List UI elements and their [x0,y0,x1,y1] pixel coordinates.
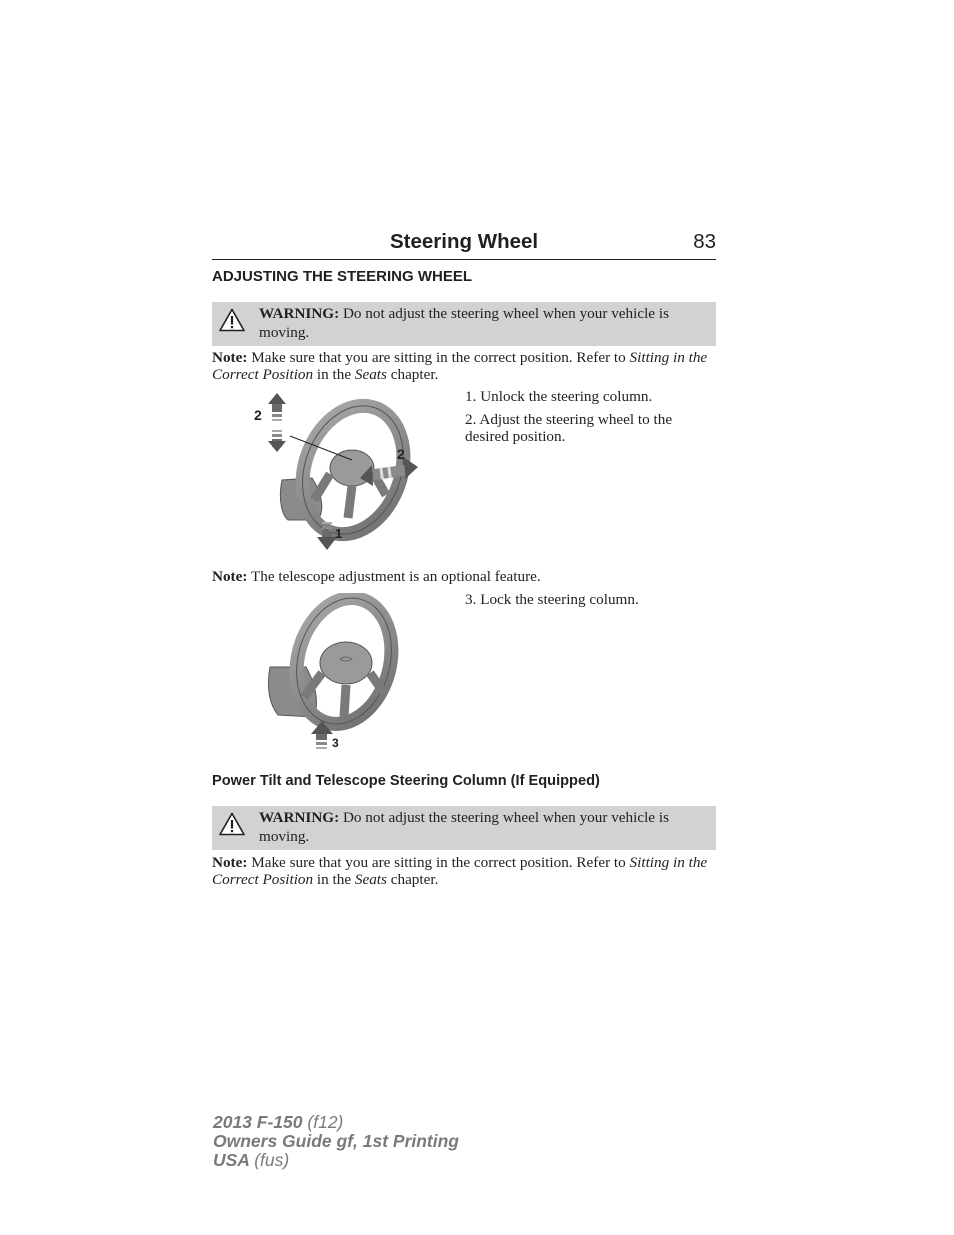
callout-tilt: 2 [254,407,262,423]
warning-triangle-icon [219,812,245,836]
footer-edition [213,1131,459,1152]
page-number: 83 [693,230,716,253]
warning-triangle-icon [219,308,245,332]
footer-model-code: (f12) [307,1112,344,1132]
callout-lock: 3 [332,736,339,750]
footer-model [213,1112,343,1133]
footer-market-name: USA [213,1150,250,1170]
warning-box [212,302,716,346]
warning-text [259,304,709,342]
steering-lock-illustration [260,593,420,753]
note [212,855,716,888]
note-text: chapter. [390,870,439,888]
note-text: in the [316,870,352,888]
note-text: Make sure that you are sitting in the correct position. Refer to [251,854,626,871]
chapter-reference: Seats [354,870,387,888]
step-2: 2. Adjust the steering wheel to the desired position. [465,411,673,445]
warning-message: Do not adjust the steering wheel when your vehicle is moving. [259,809,669,845]
header-rule [212,259,716,260]
note-label: Note: [212,854,248,871]
callout-telescope: 2 [397,446,405,462]
steering-adjust-illustration [248,390,428,555]
warning-label: WARNING: [259,809,340,826]
footer-model-name: 2013 F-150 [213,1112,303,1132]
footer-edition-text: Owners Guide gf, 1st Printing [213,1131,459,1151]
footer-market [213,1150,289,1171]
note-label: Note: [212,568,248,585]
note [212,569,716,586]
cross-reference-link: Sitting in the Correct Position [212,349,708,383]
note-text: The telescope adjustment is an optional feature. [250,568,541,585]
note-text: Make sure that you are sitting in the correct position. Refer to [251,349,626,366]
note [212,350,716,383]
cross-reference-link: Sitting in the Correct Position [212,854,708,888]
warning-message: Do not adjust the steering wheel when your vehicle is moving. [259,305,669,341]
warning-box [212,806,716,850]
warning-label: WARNING: [259,305,340,322]
warning-text [259,808,709,846]
note-label: Note: [212,349,248,366]
step-1: 1. Unlock the steering column. [465,388,653,405]
section-heading: ADJUSTING THE STEERING WHEEL [212,268,473,285]
step-3: 3. Lock the steering column. [465,591,639,608]
chapter-reference: Seats [354,365,387,383]
chapter-title: Steering Wheel [390,230,539,253]
subsection-heading: Power Tilt and Telescope Steering Column (If Equipped) [212,773,600,789]
footer-market-code: (fus) [254,1150,290,1170]
note-text: in the [316,365,352,383]
note-text: chapter. [390,365,439,383]
callout-unlock: 1 [335,526,343,541]
